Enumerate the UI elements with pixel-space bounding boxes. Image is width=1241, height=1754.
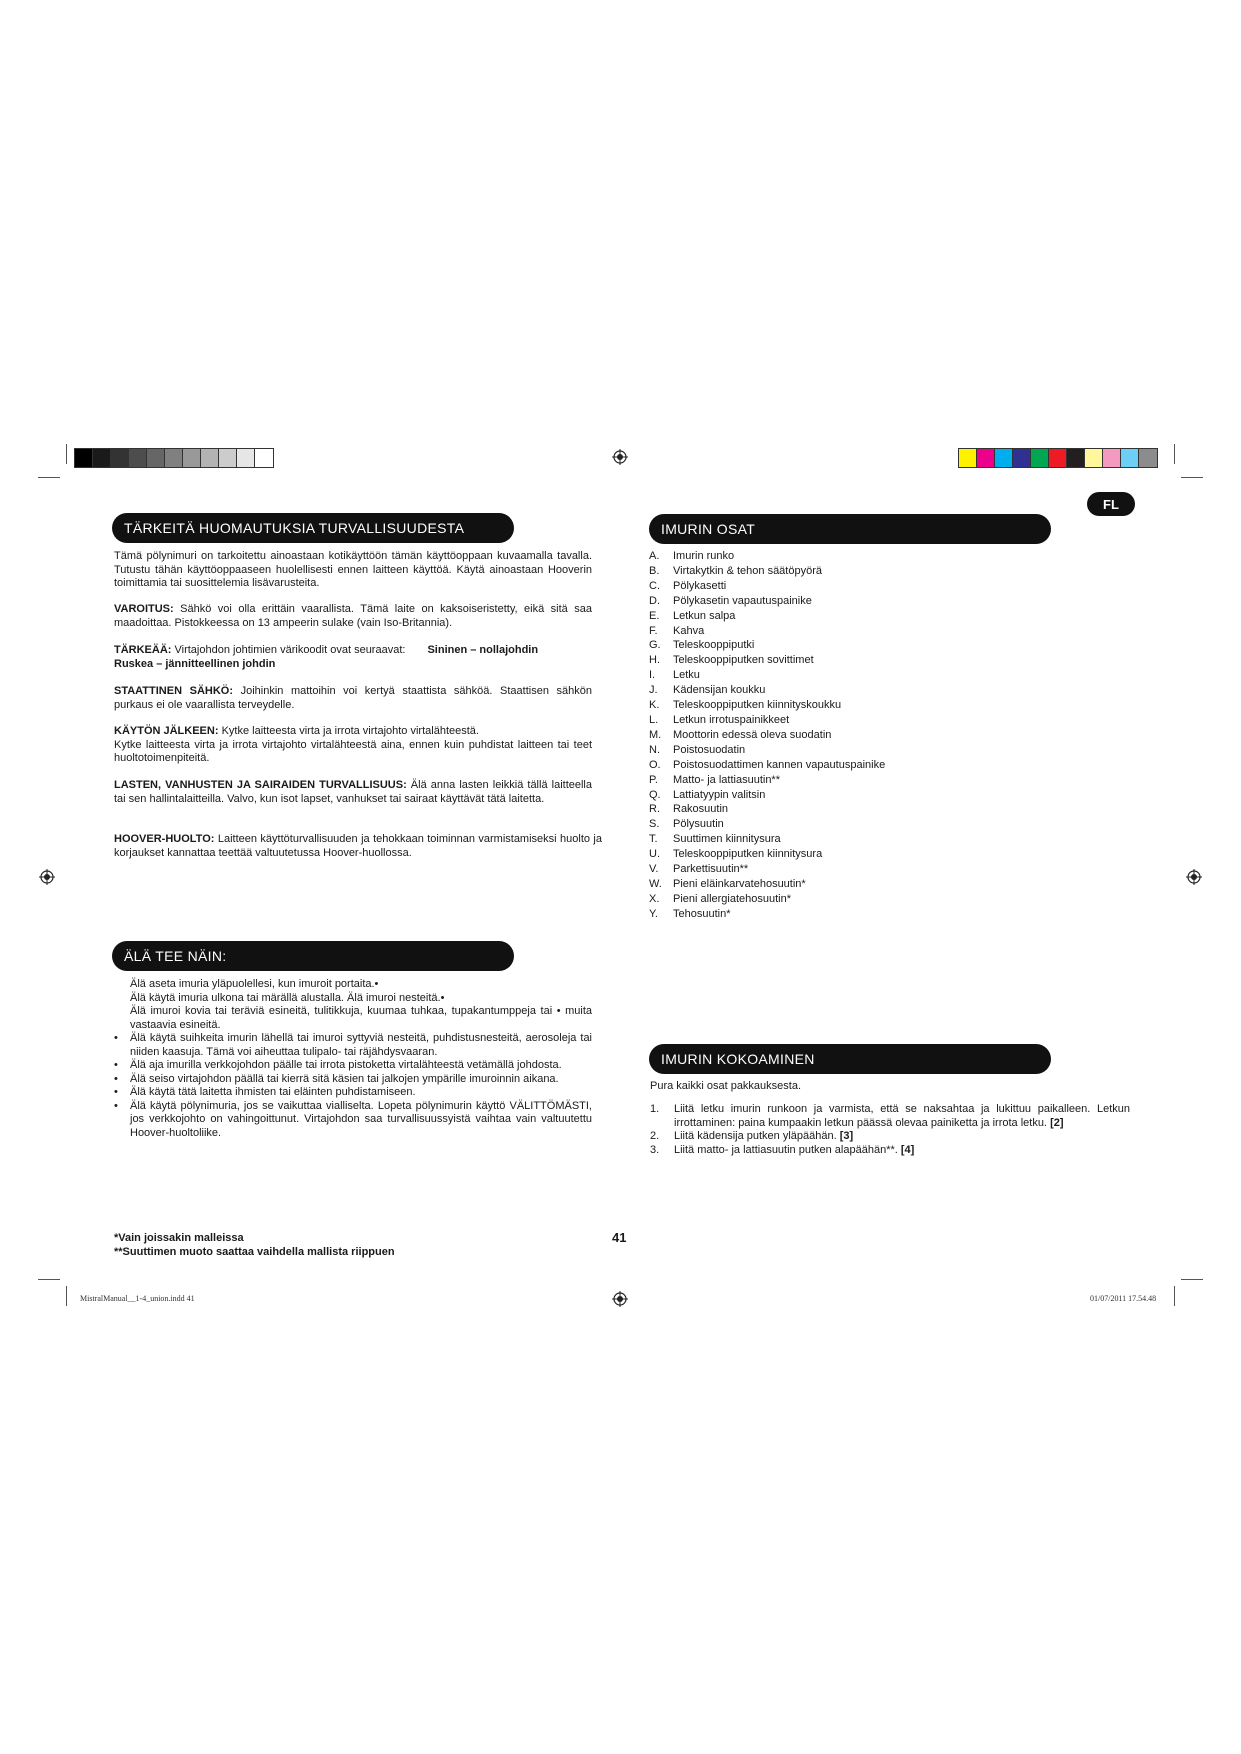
part-letter: F. — [649, 624, 658, 637]
crop-mark — [1174, 1286, 1175, 1306]
part-letter: Q. — [649, 788, 661, 801]
after-label: KÄYTÖN JÄLKEEN: — [114, 725, 219, 737]
parts-list-item — [649, 594, 1049, 609]
slug-timestamp: 01/07/2011 17.54.48 — [1090, 1294, 1157, 1303]
step-number: 3. — [650, 1143, 660, 1156]
part-letter: H. — [649, 654, 660, 667]
step-figure-ref: [4] — [900, 1143, 915, 1156]
parts-list-item — [649, 713, 1049, 728]
parts-list-item — [649, 862, 1049, 877]
part-letter: L. — [649, 713, 659, 726]
parts-list-item — [649, 832, 1049, 847]
important-paragraph — [114, 644, 592, 671]
registration-mark-icon — [39, 869, 55, 885]
parts-list-item — [649, 698, 1049, 713]
parts-list-item — [649, 802, 1049, 817]
language-badge: FL — [1087, 492, 1135, 516]
part-name: Teleskooppiputki — [673, 639, 755, 652]
step-figure-ref: [3] — [839, 1130, 854, 1142]
grayscale-swatch — [111, 449, 129, 467]
parts-list-item — [649, 892, 1049, 907]
color-swatch — [1103, 449, 1121, 467]
part-name: Imurin runko — [673, 550, 735, 562]
assembly-heading: IMURIN KOKOAMINEN — [649, 1044, 1051, 1074]
service-text: Laitteen käyttöturvallisuuden ja tehokkaan toiminnan varmistamiseksi huolto ja korjaukset kannattaa teettää valtuutetussa Hoover-huollossa. — [114, 833, 602, 859]
part-name: Teleskooppiputken sovittimet — [673, 654, 814, 667]
part-name: Parkettisuutin** — [673, 863, 749, 876]
grayscale-swatch — [147, 449, 165, 467]
assembly-step — [650, 1130, 1130, 1144]
after-text: Kytke laitteesta virta ja irrota virtajohto virtalähteestä. — [218, 725, 479, 737]
part-letter: M. — [649, 728, 662, 741]
parts-list-item — [649, 579, 1049, 594]
part-letter: C. — [649, 579, 660, 592]
part-letter: B. — [649, 564, 660, 577]
part-name: Kahva — [673, 624, 705, 637]
part-letter: D. — [649, 594, 660, 607]
grayscale-swatch — [129, 449, 147, 467]
part-name: Tehosuutin* — [673, 907, 731, 920]
part-name: Pieni allergiatehosuutin* — [673, 892, 792, 905]
part-name: Pieni eläinkarvatehosuutin* — [673, 877, 806, 890]
dont-list — [114, 978, 592, 1140]
part-name: Kädensijan koukku — [673, 684, 766, 697]
parts-list-item — [649, 609, 1049, 624]
part-name: Moottorin edessä oleva suodatin — [673, 728, 832, 741]
crop-mark — [1181, 1279, 1203, 1280]
parts-list — [649, 549, 1049, 922]
warning-paragraph — [114, 603, 592, 630]
dont-list-item: • Älä käytä suihkeita imurin lähellä tai imuroi syttyviä nesteitä, puhdistusnesteitä, aerosoleja tai niiden kaasuja. Tämä voi aiheuttaa tulipalo- tai räjähdysvaaran. — [114, 1032, 592, 1059]
dont-list-item: • Älä aja imurilla verkkojohdon päälle tai irrota pistoketta virtalähteestä vetämällä johdosta. — [114, 1059, 592, 1073]
dont-list-item: Älä imuroi kovia tai teräviä esineitä, tulitikkuja, kuumaa tuhkaa, tupakantumppeja tai • muita vastaavia esineitä. — [130, 1005, 592, 1031]
dont-list-item: Älä käytä imuria ulkona tai märällä alustalla. Älä imuroi nesteitä.• — [130, 991, 445, 1004]
static-text: Joihinkin mattoihin voi kertyä staattista sähköä. Staattisen sähkön purkaus ei ole vaarallista terveydelle. — [114, 685, 592, 711]
service-paragraph — [114, 833, 602, 860]
footnote-some-models: *Vain joissakin malleissa — [114, 1232, 244, 1244]
crop-mark — [1181, 477, 1203, 478]
after-text-2: Kytke laitteesta virta ja irrota virtajohto virtalähteestä aina, ennen kuin puhdistat laitteen tai teet huoltotoimenpiteitä. — [114, 738, 592, 764]
parts-list-item — [649, 773, 1049, 788]
service-label: HOOVER-HUOLTO: — [114, 833, 215, 845]
color-swatch — [1031, 449, 1049, 467]
part-letter: X. — [649, 892, 660, 905]
important-label: TÄRKEÄÄ: — [114, 644, 172, 656]
parts-list-item — [649, 638, 1049, 653]
parts-list-item — [649, 624, 1049, 639]
registration-mark-icon — [612, 449, 628, 465]
grayscale-swatch — [165, 449, 183, 467]
step-text: Liitä letku imurin runkoon ja varmista, että se naksahtaa ja lukittuu paikalleen. Letkun irrottaminen: paina kumpaakin letkun päässä olevaa painiketta ja irrota letku. — [674, 1103, 1130, 1129]
part-name: Letkun salpa — [673, 609, 736, 622]
part-name: Virtakytkin & tehon säätöpyörä — [673, 564, 822, 577]
part-name: Poistosuodatin — [673, 743, 746, 756]
part-letter: K. — [649, 699, 660, 712]
part-name: Rakosuutin — [673, 803, 729, 816]
grayscale-swatch — [201, 449, 219, 467]
assembly-step — [650, 1103, 1130, 1130]
assembly-intro: Pura kaikki osat pakkauksesta. — [650, 1080, 802, 1092]
crop-mark — [66, 444, 67, 464]
part-name: Teleskooppiputken kiinnityskoukku — [673, 699, 842, 712]
parts-list-item — [649, 817, 1049, 832]
parts-list-item — [649, 564, 1049, 579]
color-bar — [958, 448, 1158, 468]
children-label: LASTEN, VANHUSTEN JA SAIRAIDEN TURVALLISUUS: — [114, 779, 407, 791]
part-name: Teleskooppiputken kiinnitysura — [673, 848, 823, 861]
assembly-step — [650, 1144, 1130, 1158]
static-paragraph — [114, 685, 592, 712]
registration-mark-icon — [1186, 869, 1202, 885]
step-number: 1. — [650, 1103, 660, 1115]
parts-list-item — [649, 743, 1049, 758]
crop-mark — [66, 1286, 67, 1306]
dont-list-item: • Älä käytä pölynimuria, jos se vaikuttaa vialliselta. Lopeta pölynimurin käyttö VÄLITTÖMÄSTI, jos verkkojohto on vahingoittunut. Virtajohdon saa turvallisuussyistä vaihtaa vain valtuutettu Hoover-huoltoliike. — [114, 1100, 592, 1141]
color-swatch — [1013, 449, 1031, 467]
slug-file-name: MistralManual__1-4_union.indd 41 — [80, 1294, 195, 1303]
part-name: Pölykasetin vapautuspainike — [673, 594, 812, 607]
warning-label: VAROITUS: — [114, 603, 174, 615]
wire-brown: Ruskea – jännitteellinen johdin — [114, 657, 276, 670]
parts-list-item — [649, 653, 1049, 668]
part-letter: S. — [649, 818, 660, 831]
warning-text: Sähkö voi olla erittäin vaarallista. Tämä laite on kaksoiseristetty, eikä sitä saa maadoittaa. Pistokkeessa on 13 ampeerin sulake (vain Iso-Britannia). — [114, 603, 592, 629]
part-name: Lattiatyypin valitsin — [673, 788, 766, 801]
registration-mark-icon — [612, 1291, 628, 1307]
step-number: 2. — [650, 1130, 660, 1142]
color-swatch — [1049, 449, 1067, 467]
crop-mark — [38, 1279, 60, 1280]
grayscale-swatch — [93, 449, 111, 467]
grayscale-swatch — [237, 449, 255, 467]
color-swatch — [1139, 449, 1157, 467]
parts-list-item — [649, 877, 1049, 892]
dont-list-item: • Älä käytä tätä laitetta ihmisten tai eläinten puhdistamiseen. — [114, 1086, 592, 1100]
color-swatch — [995, 449, 1013, 467]
step-text: Liitä matto- ja lattiasuutin putken alapäähän**. — [674, 1143, 898, 1156]
part-letter: R. — [649, 803, 660, 816]
grayscale-swatch — [75, 449, 93, 467]
parts-list-item — [649, 549, 1049, 564]
assembly-steps — [650, 1103, 1130, 1157]
part-letter: E. — [649, 609, 660, 622]
part-name: Matto- ja lattiasuutin** — [673, 773, 780, 786]
grayscale-bar — [74, 448, 274, 468]
grayscale-swatch — [255, 449, 273, 467]
parts-heading: IMURIN OSAT — [649, 514, 1051, 544]
grayscale-swatch — [219, 449, 237, 467]
step-text: Liitä kädensija putken yläpäähän. — [674, 1130, 837, 1142]
part-name: Suuttimen kiinnitysura — [673, 833, 781, 846]
part-name: Poistosuodattimen kannen vapautuspainike — [673, 758, 886, 771]
color-swatch — [959, 449, 977, 467]
color-swatch — [1085, 449, 1103, 467]
parts-list-item — [649, 847, 1049, 862]
part-letter: P. — [649, 773, 658, 786]
color-swatch — [977, 449, 995, 467]
part-letter: Y. — [649, 907, 658, 920]
grayscale-swatch — [183, 449, 201, 467]
static-label: STAATTINEN SÄHKÖ: — [114, 685, 233, 697]
dont-list-item: • Älä seiso virtajohdon päällä tai kierrä sitä käsien tai jalkojen ympärille imuroinnin aikana. — [114, 1073, 592, 1087]
footnote-nozzle-shape: **Suuttimen muoto saattaa vaihdella mallista riippuen — [114, 1246, 395, 1258]
part-letter: N. — [649, 743, 660, 756]
important-text: Virtajohdon johtimien värikoodit ovat seuraavat: — [171, 644, 406, 656]
parts-list-item — [649, 683, 1049, 698]
after-use-paragraph — [114, 725, 592, 766]
part-letter: U. — [649, 848, 660, 861]
part-name: Pölykasetti — [673, 579, 727, 592]
page-number: 41 — [612, 1230, 627, 1245]
parts-list-item — [649, 668, 1049, 683]
part-letter: V. — [649, 863, 659, 876]
safety-heading: TÄRKEITÄ HUOMAUTUKSIA TURVALLISUUDESTA — [112, 513, 514, 543]
children-text: Älä anna lasten leikkiä tällä laitteella tai sen hallintalaitteilla. Valvo, kun isot lapset, vanhukset tai sairaat käyttävät tätä laitetta. — [114, 779, 592, 805]
part-letter: A. — [649, 550, 660, 562]
color-swatch — [1121, 449, 1139, 467]
wire-blue: Sininen – nollajohdin — [427, 644, 539, 656]
parts-list-item — [649, 758, 1049, 773]
dont-list-item: Älä aseta imuria yläpuolellesi, kun imuroit portaita.• — [130, 978, 379, 990]
dont-heading: ÄLÄ TEE NÄIN: — [112, 941, 514, 971]
safety-intro: Tämä pölynimuri on tarkoitettu ainoastaan kotikäyttöön tämän käyttöoppaan kuvaamalla tavalla. Tutustu tähän käyttöoppaaseen huolellisesti ennen laitteen käyttöä. Käytä ainoastaan Hooverin toimittamia tai suosittelemia lisävarusteita. — [114, 550, 592, 589]
part-letter: J. — [649, 684, 658, 697]
part-letter: O. — [649, 758, 661, 771]
crop-mark — [38, 477, 60, 478]
part-name: Letku — [673, 669, 700, 682]
color-swatch — [1067, 449, 1085, 467]
part-name: Pölysuutin — [673, 818, 724, 831]
parts-list-item — [649, 907, 1049, 922]
crop-mark — [1174, 444, 1175, 464]
parts-list-item — [649, 728, 1049, 743]
part-letter: G. — [649, 639, 661, 652]
children-paragraph — [114, 779, 592, 806]
parts-list-item — [649, 788, 1049, 803]
part-letter: T. — [649, 833, 658, 846]
part-name: Letkun irrotuspainikkeet — [673, 713, 790, 726]
part-letter: I. — [649, 669, 656, 682]
part-letter: W. — [649, 877, 662, 890]
step-figure-ref: [2] — [1050, 1116, 1064, 1129]
